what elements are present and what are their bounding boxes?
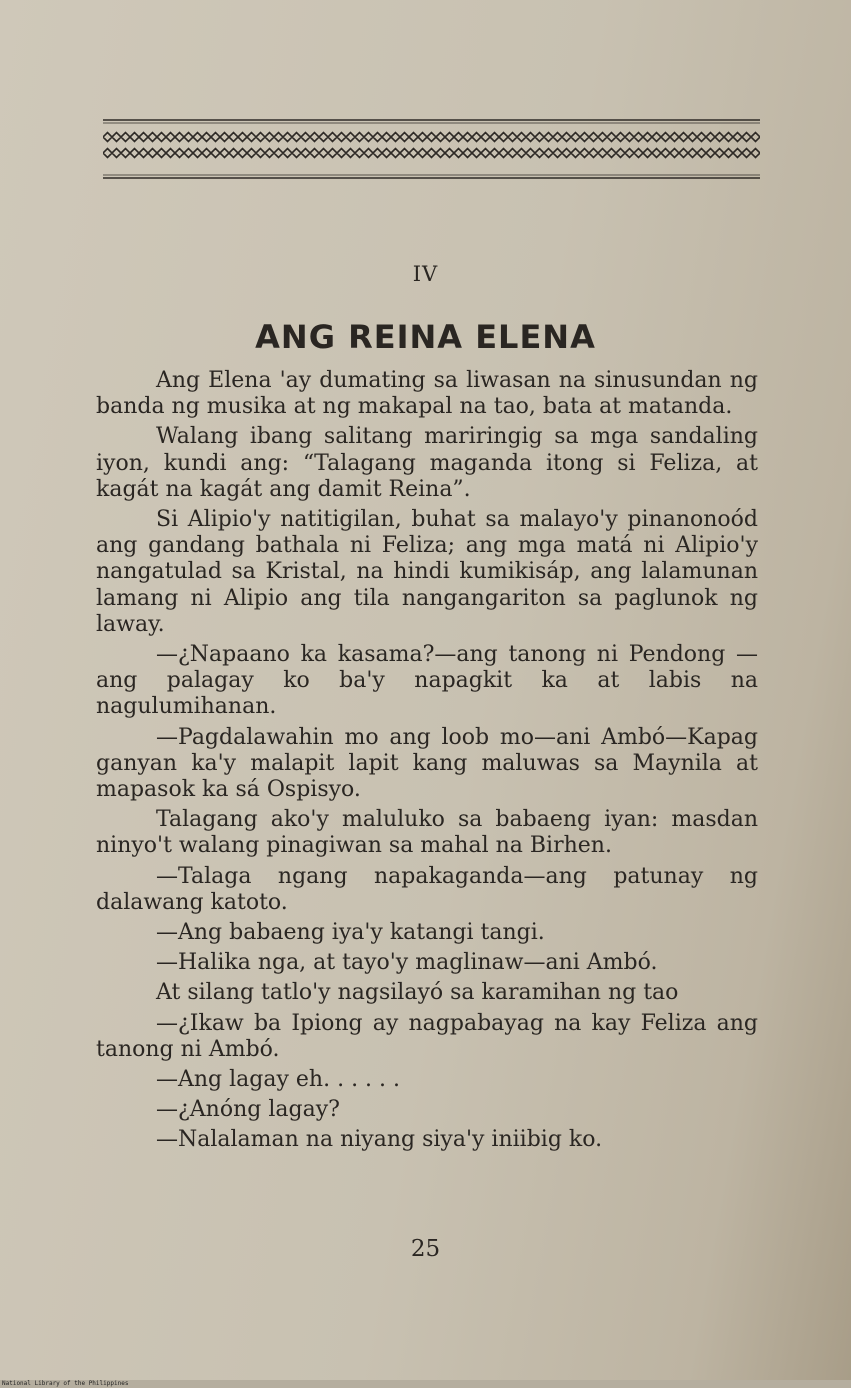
paragraph: —¿Napaano ka kasama?—ang tanong ni Pendong —ang palagay ko ba'y napagkit ka at labis na nagulumihanan. (96, 642, 758, 720)
paragraph: —¿Ikaw ba Ipiong ay nagpabayag na kay Feliza ang tanong ni Ambó. (96, 1010, 758, 1062)
paragraph: —Ang babaeng iya'y katangi tangi. (156, 920, 545, 946)
paragraph: Talagang ako'y maluluko sa babaeng iyan: masdan ninyo't walang pinagiwan sa mahal na Birhen. (96, 807, 758, 859)
paragraph: —Talaga ngang napakaganda—ang patunay ng dalawang katoto. (96, 863, 758, 915)
body-text (96, 368, 758, 1158)
paragraph: At silang tatlo'y nagsilayó sa karamihan ng tao (156, 980, 679, 1006)
footer-credit: National Library of the Philippines (2, 1380, 129, 1387)
chapter-numeral: IV (412, 262, 439, 286)
paragraph: —Halika nga, at tayo'y maglinaw—ani Ambó. (156, 950, 658, 976)
paragraph: Si Alipio'y natitigilan, buhat sa malayo'y pinanonoód ang gandang bathala ni Feliza; ang mga matá ni Alipio'y nangatulad sa Kristal, na hindi kumikisáp, ang lalamunan lamang ni Alipio ang tila nangangariton sa paglunok ng laway. (96, 507, 758, 637)
paragraph: Walang ibang salitang mariringig sa mga sandaling iyon, kundi ang: “Talagang maganda itong si Feliza, at kagát na kagát ang damit Reina”. (96, 424, 758, 502)
paragraph: —Pagdalawahin mo ang loob mo—ani Ambó—Kapag ganyan ka'y malapit lapit kang maluwas sa Maynila at mapasok ka sá Ospisyo. (96, 724, 758, 803)
paragraph: Ang Elena 'ay dumating sa liwasan na sinusundan ng banda ng musika at ng makapal na tao, bata at matanda. (96, 368, 758, 420)
chapter-title: ANG REINA ELENA (255, 318, 596, 356)
ornamental-header-band (103, 117, 760, 181)
paragraph: —Nalalaman na niyang siya'y iniibig ko. (156, 1127, 603, 1153)
paragraph: —¿Anóng lagay? (156, 1097, 340, 1123)
page-number: 25 (410, 1236, 441, 1262)
paragraph: —Ang lagay eh. . . . . . (156, 1067, 401, 1093)
